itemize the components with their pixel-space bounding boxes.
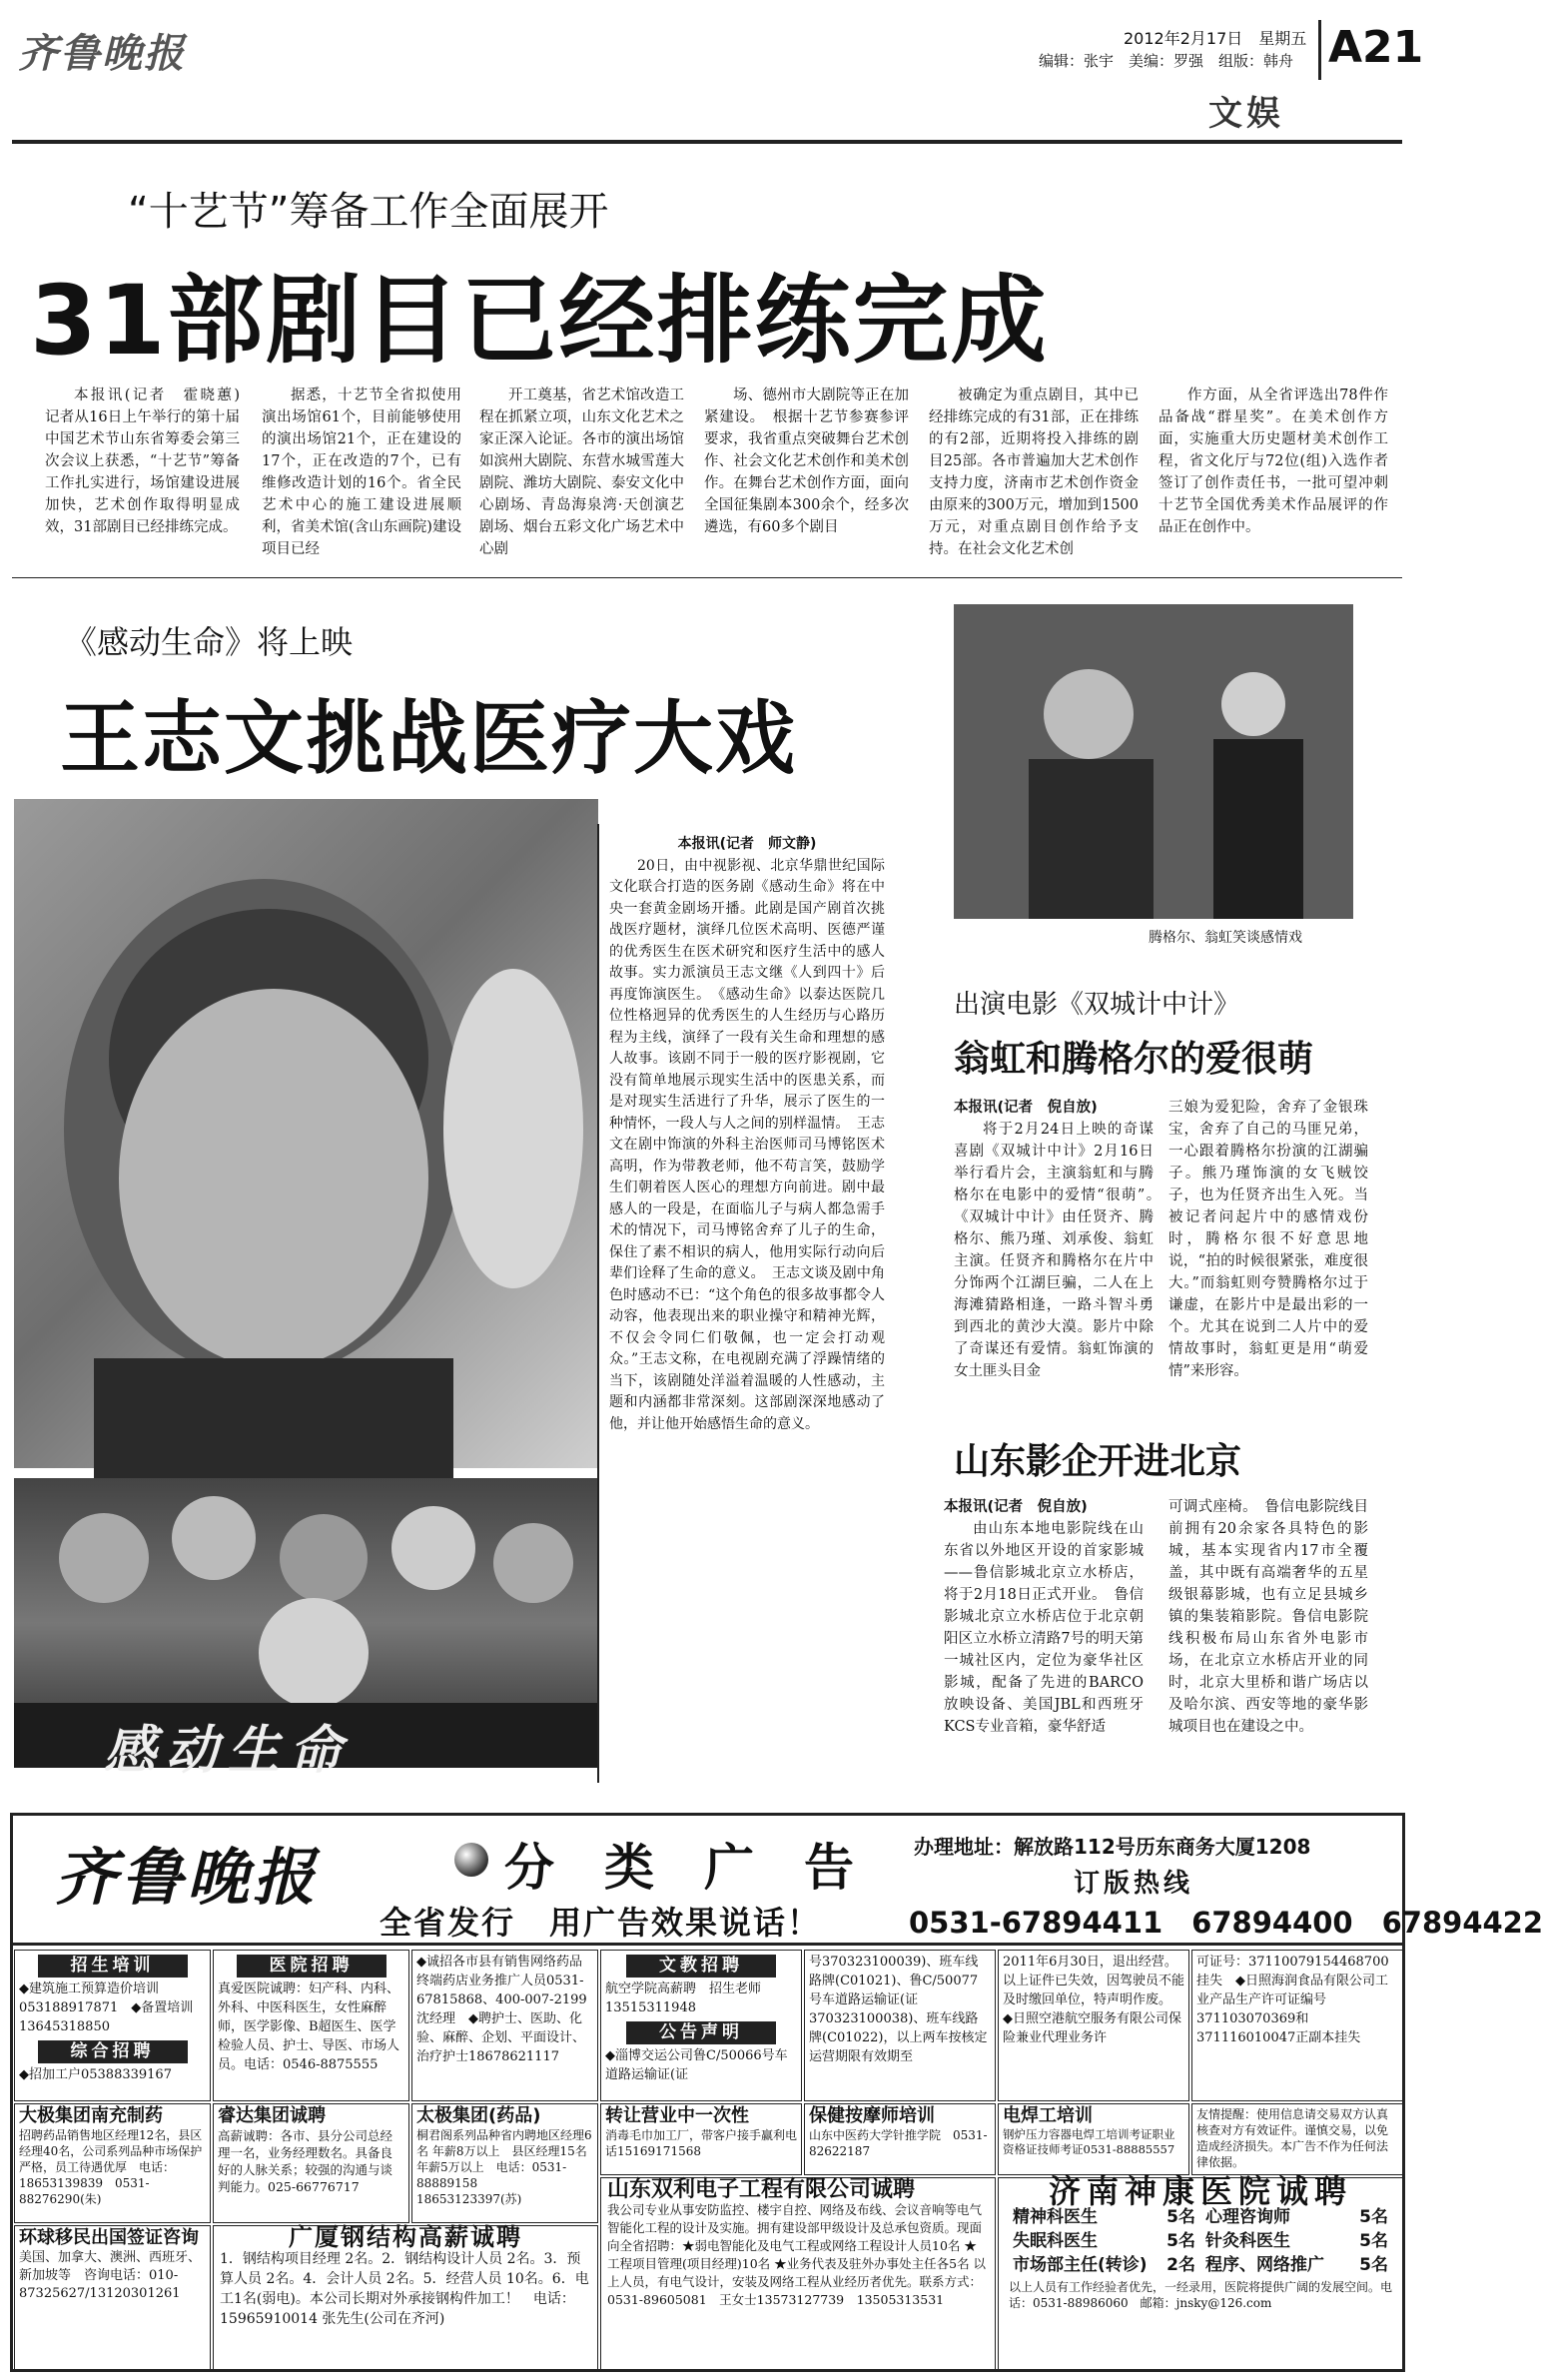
story1-column-3: 开工奠基，省艺术馆改造工程在抓紧立项，山东文化艺术之家正深入论证。各市的演出场馆如滨州大剧院、东营水城雪莲大剧院、潍坊大剧院、泰安文化中心剧场、青岛海泉湾·天创演艺剧场、烟台五彩文化广场艺术中心剧 xyxy=(479,388,684,557)
job-row: 精神科医生 5名 xyxy=(1013,2207,1195,2227)
ad-row2-7: 友情提醒：使用信息请交易双方认真核查对方有效证件。谨慎交易，以免造成经济损失。本广告不作为任何法律依据。 xyxy=(1191,2103,1403,2175)
job-row: 市场部主任(转诊) 2名 xyxy=(1013,2255,1195,2275)
ad-col-1: 招生培训 ◆建筑施工预算造价培训 053188917871 ◆备置培训13645318850 综合招聘 ◆招加工户05388339167 xyxy=(14,1950,211,2101)
masthead-rule xyxy=(12,140,1402,144)
story1-column-5: 被确定为重点剧目，其中已经排练完成的有31部，正在排练的有2部，近期将投入排练的剧目25部。各市普遍加大艺术创作支持力度，济南市艺术创作资金由原来的300万元，增加到1500万元，对重点剧目创作给予支持。在社会文化艺术创 xyxy=(929,388,1139,557)
page-number: A21 xyxy=(1328,22,1424,73)
ads-address: 办理地址：解放路112号历东商务大厦1208 xyxy=(914,1835,1311,1859)
story2-headline: 王志文挑战医疗大戏 xyxy=(60,692,797,785)
ads-bullet-icon xyxy=(454,1843,488,1877)
story1-column-1: 本报讯(记者 霍晓蕙) 记者从16日上午举行的第十届中国艺术节山东省筹委会第三次会议上获悉，“十艺节”筹备工作扎实进行，场馆建设进展加快，艺术创作取得明显成效，31部剧目已经排练完成。 xyxy=(45,388,255,535)
story1-column-2: 据悉，十艺节全省拟使用演出场馆61个，目前能够使用的演出场馆21个，正在建设的17个，正在改造的7个，已有维修改造计划的16个。省全民艺术中心的施工建设进展顺利，省美术馆(含山东画院)建设项目已经 xyxy=(262,388,461,557)
ad-row3-4: 济南神康医院诚聘 精神科医生 5名 心理咨询师 5名 失眠科医生 5名 针灸科医生 5名 市场部主任(转诊) 2名 程序、网络推广 5名 以上人员有工作经验者优先，一经录用，医院将提供广阔的发展空间。电话：0531-88986060 邮箱：jnsky@126.com xyxy=(998,2177,1403,2370)
job-row: 失眠科医生 5名 xyxy=(1013,2231,1195,2251)
ad-col-6: 2011年6月30日，退出经营。以上证件已失效，因驾驶员不能及时缴回单位，特声明作废。 ◆日照空港航空服务有限公司保险兼业代理业务许 xyxy=(998,1950,1189,2101)
photo-illustration xyxy=(954,604,1353,919)
ad-row2-1: 大极集团南充制药 招聘药品销售地区经理12名，县区经理40名，公司系列品种市场保护严格，员工待遇优厚 电话：18653139839 0531-88276290(朱) xyxy=(14,2103,211,2223)
ad-col-7: 可证号：37110079154468700挂失 ◆日照海润食品有限公司工业产品生产许可证编号371103070369和371116010047正副本挂失 xyxy=(1191,1950,1403,2101)
job-row: 程序、网络推广 5名 xyxy=(1205,2255,1388,2275)
masthead-divider xyxy=(1318,20,1321,80)
ad-row2-4: 转让营业中一次性 消毒毛巾加工厂，带客户接手赢利电话15169171568 xyxy=(600,2103,802,2175)
ads-slogan: 全省发行 用广告效果说话！ xyxy=(380,1904,822,1942)
story1-headline: 31部剧目已经排练完成 xyxy=(30,265,1049,377)
ad-row2-5: 保健按摩师培训 山东中医药大学针推学院 0531-82622187 xyxy=(804,2103,996,2175)
ads-header-rule xyxy=(10,1943,1405,1946)
ad-col-4: 文教招聘 航空学院高薪聘 招生老师13515311948 公告声明 ◆淄博交运公司鲁C/50066号车道路运输证(证 xyxy=(600,1950,802,2101)
ads-title: 分 类 广 告 xyxy=(504,1838,854,1897)
job-row: 针灸科医生 5名 xyxy=(1205,2231,1388,2251)
job-row: 心理咨询师 5名 xyxy=(1205,2207,1388,2227)
story3-column-1: 本报讯(记者 倪自放) 将于2月24日上映的奇谋喜剧《双城计中计》2月16日举行看片会，主演翁虹和与腾格尔在电影中的爱情“很萌”。 《双城计中计》由任贤齐、腾格尔、熊乃瑾、刘承俊、翁虹主演。任贤齐和腾格尔在片中分饰两个江湖巨骗，二人在上海滩猜路相逢，一路斗智斗勇到西北的黄沙大漠。影片中除了奇谋还有爱情。翁虹饰演的女土匪头目金 xyxy=(954,1100,1168,1379)
masthead-logo: 齐鲁晚报 xyxy=(18,30,186,77)
wang-zhiwen-photo xyxy=(14,799,598,1468)
ads-logo: 齐鲁晚报 xyxy=(55,1841,320,1914)
tengger-weng-hong-photo xyxy=(954,604,1353,919)
ad-col-3: ◆诚招各市县有销售网络药品终端药店业务推广人员0531-67815868、400-007-2199沈经理 ◆聘护士、医助、化验、麻醉、企划、平面设计、治疗护士18678621117 xyxy=(411,1950,598,2101)
story3-kicker: 出演电影《双城计中计》 xyxy=(954,990,1240,1020)
story2-byline: 本报讯(记者 师文静) xyxy=(677,836,817,852)
story4-column-2: 可调式座椅。 鲁信电影院线目前拥有20余家各具特色的影城，基本实现省内17市全覆盖，其中既有高端奢华的五星级银幕影城，也有立足县城乡镇的集装箱影院。鲁信电影院线积极布局山东省外电影市场，在北京立水桥店开业的同时，北京大里桥和谐广场店以及哈尔滨、西安等地的豪华影城项目也在建设之中。 xyxy=(1168,1499,1368,1735)
ads-phones: 0531-67894411 67894400 67894422 xyxy=(909,1906,1543,1940)
ad-row3-1: 环球移民出国签证咨询 美国、加拿大、澳洲、西班牙、新加坡等 咨询电话：010-87325627/13120301261 xyxy=(14,2225,211,2370)
story2-kicker: 《感动生命》将上映 xyxy=(65,623,354,661)
story3-column-2: 三娘为爱犯险，舍弃了金银珠宝，舍弃了自己的马匪兄弟，一心跟着腾格尔扮演的江湖骗子。熊乃瑾饰演的女飞贼饺子，也为任贤齐出生入死。当被记者问起片中的感情戏份时，腾格尔很不好意思地说，“拍的时候很紧张，难度很大。”而翁虹则夸赞腾格尔过于谦虚，在影片中是最出彩的一个。尤其在说到二人片中的爱情故事时，翁虹更是用“萌爱情”来形容。 xyxy=(1168,1100,1368,1379)
story1-column-4: 场、德州市大剧院等正在加紧建设。 根据十艺节参赛参评要求，我省重点突破舞台艺术创作、社会文化艺术创作和美术创作。在舞台艺术创作方面，面向全国征集剧本300余个，经多次遴选，有60多个剧目 xyxy=(704,388,909,535)
ad-row3-3: 山东双利电子工程有限公司诚聘 我公司专业从事安防监控、楼宇自控、网络及布线、会议音响等电气智能化工程的设计及实施。拥有建设部甲级设计及总承包资质。现面向全省招聘：★弱电智能化及电气工程或网络工程设计人员10名 ★工程项目管理(项目经理)10名 ★业务代表及驻外办事处主任各5名 以上人员，有电气设计，安装及网络工程从业经历者优先。联系方式：0531-89605081 王女士13573127739 13505313531 xyxy=(600,2177,996,2370)
editors-line: 编辑：张宇 美编：罗强 组版：韩舟 xyxy=(1039,52,1294,70)
poster-title: 感动生命 xyxy=(104,1720,353,1781)
drama-poster xyxy=(14,1478,598,1781)
ad-col-5: 号370323100039)、班车线路牌(C01021)、鲁C/50077号车道路运输证(证370323100038)、班车线路牌(C01022)，以上两车按核定运营期限有效期至 xyxy=(804,1950,996,2101)
ad-col-2: 医院招聘 真爱医院诚聘：妇产科、内科、外科、中医科医生，女性麻醉师，医学影像、B超医生、医学检验人员、护士、导医、市场人员。电话：0546-8875555 xyxy=(213,1950,409,2101)
ad-row2-3: 太极集团(药品) 桐君阁系列品种省内聘地区经理6名 年薪8万以上 县区经理15名 年薪5万以上 电话：0531-88889158 18653123397(苏) xyxy=(411,2103,598,2223)
ads-hotline-label: 订版热线 xyxy=(1074,1869,1194,1899)
date-line: 2012年2月17日 星期五 xyxy=(1124,29,1307,48)
portrait-illustration xyxy=(14,799,598,1468)
story3-headline: 翁虹和腾格尔的爱很萌 xyxy=(954,1039,1314,1080)
ad-row2-2: 睿达集团诚聘 高薪诚聘：各市、县分公司总经理一名，业务经理数名。具备良好的人脉关系；较强的沟通与谈判能力。025-66776717 xyxy=(213,2103,409,2223)
ad-row2-6: 电焊工培训 钢炉压力容器电焊工培训考证职业资格证技师考证0531-88885557 xyxy=(998,2103,1189,2175)
ad-row3-2: 广厦钢结构高薪诚聘 1．钢结构项目经理 2名。2．钢结构设计人员 2名。3．预算人员 2名。4．会计人员 2名。5．经营人员 10名。6．电工1名(弱电)。本公司长期对外承接钢构件加工！ 电话：15965910014 张先生(公司在齐河) xyxy=(213,2225,598,2370)
photo-caption: 腾格尔、翁虹笑谈感情戏 xyxy=(1149,930,1302,946)
story4-headline: 山东影企开进北京 xyxy=(954,1441,1242,1482)
story4-column-1: 本报讯(记者 倪自放) 由山东本地电影院线在山东省以外地区开设的首家影城——鲁信影城北京立水桥店，将于2月18日正式开业。 鲁信影城北京立水桥店位于北京朝阳区立水桥立清路7号的明天第一城社区内，定位为豪华社区影城，配备了先进的BARCO放映设备、美国JBL和西班牙KCS专业音箱，豪华舒适 xyxy=(944,1499,1144,1735)
story1-kicker: “十艺节”筹备工作全面展开 xyxy=(128,189,609,235)
story2-body: 本报讯(记者 师文静) 20日，由中视影视、北京华鼎世纪国际文化联合打造的医务剧《感动生命》将在中央一套黄金剧场开播。此剧是国产剧首次挑战医疗题材，演绎几位医术高明、医德严谨的优秀医生在医术研究和医疗生活中的感人故事。实力派演员王志文继《人到四十》后再度饰演医生。 《感动生命》以泰达医院几位性格迥异的优秀医生的人生经历与心路历程为主线，演绎了一段有关生命和理想的感人故事。该剧不同于一般的医疗影视剧，它没有简单地展示现实生活中的医患关系，而是对现实生活进行了升华，展示了医生的一种情怀，一段人与人之间的别样温情。 王志文在剧中饰演的外科主治医师司马博铭医术高明，作为带教老师，他不苟言笑，鼓励学生们朝着医人医心的理想方向前进。剧中最感人的一段是，在面临儿子与病人都急需手术的情况下，司马博铭舍弃了儿子的生命，保住了素不相识的病人，他用实际行动向后辈们诠释了生命的意义。 王志文谈及剧中角色时感动不已：“这个角色的很多故事都令人动容，他表现出来的职业操守和精神光辉，不仅会令同仁们敬佩，也一定会打动观众。”王志文称，在电视剧充满了浮躁情绪的当下，该剧随处洋溢着温暖的人性感动，主题和内涵都非常深刻。这部剧深深地感动了他，并让他开始感悟生命的意义。 xyxy=(609,836,885,1432)
story1-column-6: 作方面，从全省评选出78件作品备战“群星奖”。在美术创作方面，实施重大历史题材美术创作工程，省文化厅与72位(组)入选作者签订了创作责任书，一批可望冲刺十艺节全国优秀美术作品展评的作品正在创作中。 xyxy=(1158,388,1388,535)
story1-bottom-rule xyxy=(12,577,1402,578)
section-label: 文娱 xyxy=(1208,94,1284,134)
